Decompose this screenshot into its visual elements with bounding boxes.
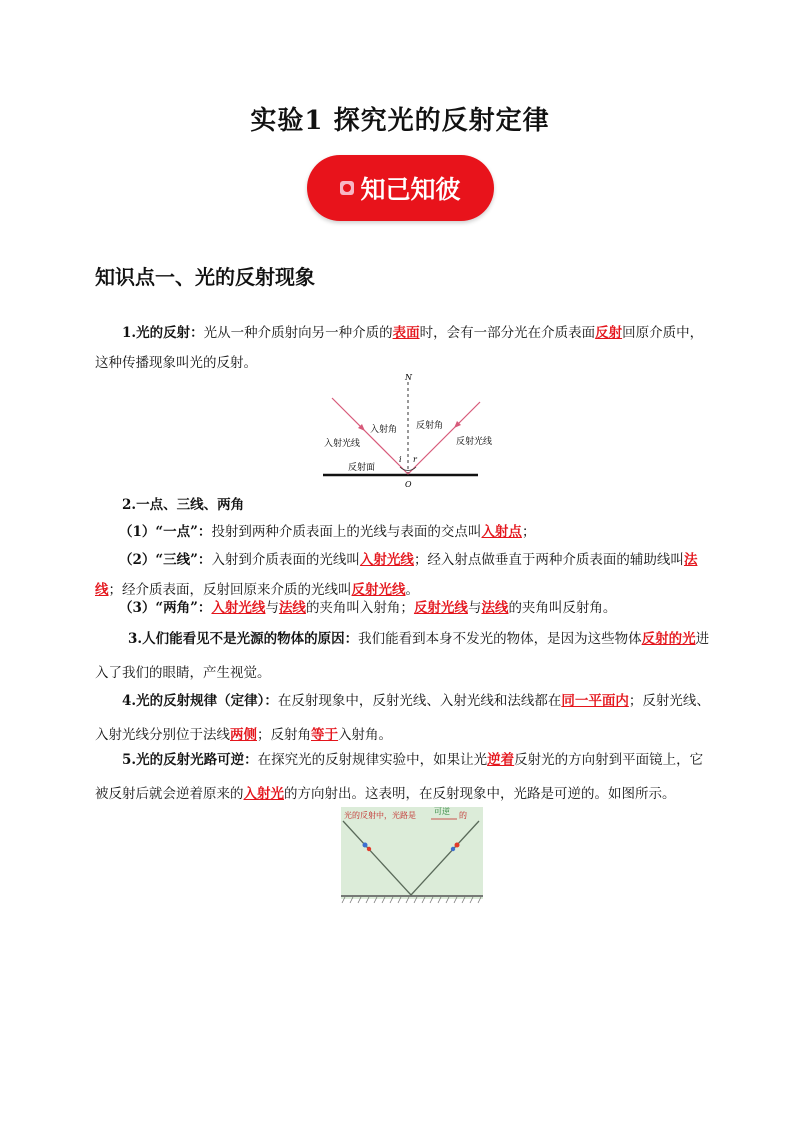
- answer: 反射: [595, 325, 623, 341]
- text: 在探究光的反射规律实验中，如果让光: [257, 752, 488, 768]
- caption-fill: 可逆: [434, 807, 450, 816]
- text: 投射到两种介质表面上的光线与表面的交点叫: [211, 524, 482, 540]
- answer: 入射光: [243, 786, 284, 802]
- answer: 表面: [392, 325, 420, 341]
- text: 反射光的方向射到平面镜上，它被反射后就会逆着原来的: [95, 752, 704, 802]
- paragraph-lead: 4.光的反射规律（定律）：: [122, 693, 278, 709]
- caption-suffix: 的: [459, 811, 467, 820]
- answer: 入射点: [481, 524, 522, 540]
- reflection-diagram: [320, 370, 493, 492]
- text: 进入了我们的眼睛，产生视觉。: [95, 631, 710, 681]
- text: 的方向射出。这表明，在反射现象中，光路是可逆的。如图所示。: [284, 786, 676, 802]
- text: 与: [467, 600, 482, 616]
- answer: 两侧: [230, 727, 257, 743]
- text: 时，会有一部分光在介质表面: [419, 325, 596, 341]
- text: 在反射现象中，反射光线、入射光线和法线都在: [277, 693, 562, 709]
- text: 的夹角叫反射角。: [508, 600, 617, 616]
- paragraph-reversibility: [95, 743, 710, 811]
- left-arrow-red: [367, 847, 371, 851]
- answer: 入射光线: [359, 552, 414, 568]
- page-title: 实验1 探究光的反射定律: [250, 106, 550, 136]
- paragraph-seeing-objects: [95, 622, 710, 690]
- text: 。: [405, 582, 419, 598]
- text: ；反射光线、入射光线分别位于法线: [95, 693, 710, 743]
- text: 的夹角叫入射角；: [305, 600, 414, 616]
- paragraph-lead: 5.光的反射光路可逆：: [122, 752, 258, 768]
- badge-icon: [340, 181, 354, 195]
- text: ；经介质表面，反射回原来介质的光线叫: [108, 582, 352, 598]
- paragraph-lead: （2）“三线”：: [119, 552, 212, 568]
- label-i: i: [399, 455, 402, 464]
- text: ；: [521, 524, 536, 540]
- text: ；经入射点做垂直于两种介质表面的辅助线叫: [413, 552, 684, 568]
- answer: 入射光线: [211, 600, 266, 616]
- answer: 同一平面内: [561, 693, 629, 709]
- answer: 法线: [95, 552, 698, 598]
- paragraph-heading-2: [95, 490, 710, 520]
- paragraph-lead: （3）“两角”：: [119, 600, 212, 616]
- text: 我们能看到本身不发光的物体，是因为这些物体: [358, 631, 642, 647]
- section-badge: [307, 155, 494, 221]
- paragraph-one-point: [95, 517, 710, 547]
- answer: 反射光线: [413, 600, 468, 616]
- label-reflect-angle: 反射角: [416, 421, 444, 431]
- text: 入射角。: [338, 727, 392, 743]
- answer: 等于: [311, 727, 338, 743]
- label-surface: 反射面: [348, 463, 376, 473]
- text: 回原介质中，这种传播现象叫光的反射。: [95, 325, 704, 371]
- paragraph-law-of-reflection: [95, 684, 710, 752]
- label-incident-ray: 入射光线: [324, 439, 361, 449]
- text: 与: [265, 600, 279, 616]
- text: 光从一种介质射向另一种介质的: [203, 325, 393, 341]
- label-incident-angle: 入射角: [370, 425, 398, 435]
- paragraph-two-angles: [95, 593, 710, 623]
- reversible-path-diagram: [341, 807, 483, 907]
- answer: 反射的光: [641, 631, 696, 647]
- paragraph-lead: 2.一点、三线、两角: [122, 497, 245, 513]
- figure-background: [341, 807, 483, 899]
- answer: 法线: [278, 600, 306, 616]
- right-arrow-blue: [451, 847, 455, 851]
- paragraph-reflection-definition: [95, 318, 710, 378]
- paragraph-lead: （1）“一点”：: [119, 524, 212, 540]
- label-o: O: [405, 480, 412, 489]
- badge-label: 知己知彼: [360, 175, 461, 204]
- label-reflected-ray: 反射光线: [456, 437, 493, 447]
- label-r: r: [413, 455, 417, 464]
- text: 入射到介质表面的光线叫: [211, 552, 360, 568]
- answer: 法线: [481, 600, 509, 616]
- section-heading: 知识点一、光的反射现象: [95, 265, 315, 289]
- paragraph-lead: 3.人们能看见不是光源的物体的原因：: [128, 631, 359, 647]
- left-arrow-blue: [363, 843, 368, 848]
- paragraph-lead: 1.光的反射：: [122, 325, 204, 341]
- answer: 逆着: [487, 752, 515, 768]
- label-n: N: [405, 373, 412, 382]
- text: ；反射角: [257, 727, 311, 743]
- caption-prefix: 光的反射中，光路是: [344, 811, 416, 820]
- answer: 反射光线: [351, 582, 406, 598]
- right-arrow-red: [455, 843, 460, 848]
